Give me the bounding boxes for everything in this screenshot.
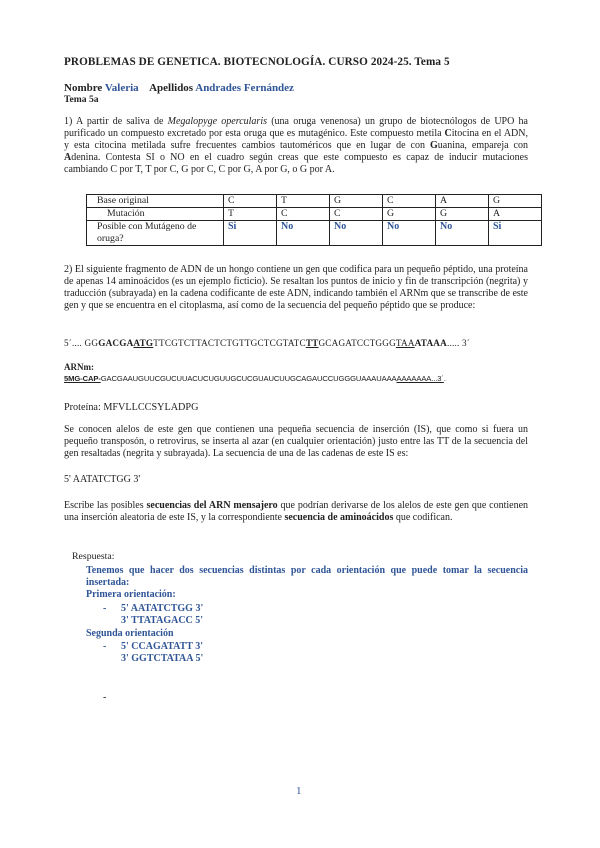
row-label: Mutación — [87, 208, 224, 221]
list-dash: - — [103, 641, 107, 652]
table-row-mutacion — [87, 208, 542, 221]
answer-cell: No — [383, 221, 436, 246]
respuesta-label: Respuesta: — [72, 551, 115, 562]
question-1-text: 1) A partir de saliva de Megalopyge opercularis (una oruga venenosa) un grupo de biotecnólogos de UPO ha purificado un compuesto excretado por esta oruga que es mutagénico. Este compuesto metila Citocina en el ADN, y esta citocina metilada sufre frecuentes cambios tautoméricos que en lugar de con Guanina, empareja con Adenina. Contesta SI o NO en el cuadro según creas que este compuesto es capaz de inducir mutaciones cambiando C por T, T por C, G por C, C por G, A por G, o G por A. — [64, 116, 528, 175]
mutation-table — [86, 194, 542, 246]
arnm-sequence: 5MG-CAP-GACGAAUGUUCGUCUUACUCUGUUGCUCGUAUCUUGCAGAUCCUGGGUAAAUAAAAAAAAAA...3´. — [64, 374, 446, 383]
answer-cell: No — [436, 221, 489, 246]
table-cell: A — [436, 195, 489, 208]
answer-cell: Si — [224, 221, 277, 246]
table-row-respuesta — [87, 221, 542, 246]
answer-intro: Tenemos que hacer dos secuencias distintas por cada orientación que puede tomar la secuencia insertada: — [86, 565, 528, 588]
page-number: 1 — [296, 785, 302, 797]
name-row — [64, 82, 294, 94]
orientation-2-line-1: 5' CCAGATATT 3' — [121, 641, 204, 652]
table-cell: G — [436, 208, 489, 221]
arnm-label: ARNm: — [64, 362, 94, 372]
list-dash: - — [103, 603, 107, 614]
orientation-1-line-1: 5' AATATCTGG 3' — [121, 603, 204, 614]
apellidos-value: Andrades Fernández — [195, 82, 294, 94]
dna-sequence: 5´.... GGGACGAATGTTCGTCTTACTCTGTTGCTCGTATCTTGCAGATCCTGGGTAAATAAA..... 3´ — [64, 338, 471, 348]
answer-cell: No — [330, 221, 383, 246]
is-sequence: 5' AATATCTGG 3' — [64, 474, 141, 485]
nombre-label: Nombre — [64, 82, 103, 94]
orientation-1-label: Primera orientación: — [86, 589, 176, 600]
row-label: Base original — [87, 195, 224, 208]
orientation-2-line-2: 3' GGTCTATAA 5' — [121, 653, 204, 664]
tema-label: Tema 5a — [64, 94, 99, 105]
orientation-2-label: Segunda orientación — [86, 628, 174, 639]
species-name: Megalopyge opercularis — [167, 116, 267, 127]
empty-list-dash: - — [103, 692, 107, 703]
protein-sequence: Proteína: MFVLLCCSYLADPG — [64, 402, 199, 413]
table-row-original — [87, 195, 542, 208]
table-cell: T — [277, 195, 330, 208]
nombre-value: Valeria — [104, 82, 139, 94]
table-cell: G — [383, 208, 436, 221]
table-cell: C — [330, 208, 383, 221]
answer-cell: Si — [489, 221, 542, 246]
orientation-1-line-2: 3' TTATAGACC 5' — [121, 615, 204, 626]
question-2-text: 2) El siguiente fragmento de ADN de un hongo contiene un gen que codifica para un pequeño péptido, una proteína de apenas 14 aminoácidos (es un ejemplo ficticio). Se resaltan los puntos de inicio y fin de transcripción (negrita) y traducción (subrayada) en la cadena codificante de este ADN, indicando también el ARNm que se transcribe de este gen y que se encuentra en el citoplasma, así como de la secuencia del pequeño péptido que se produce: — [64, 264, 528, 311]
document-title: PROBLEMAS DE GENETICA. BIOTECNOLOGÍA. CURSO 2024-25. Tema 5 — [64, 56, 450, 68]
question-3-text: Se conocen alelos de este gen que contienen una pequeña secuencia de inserción (IS), que como si fuera un pequeño transposón, o retrovirus, se inserta al azar (en cualquier orientación) justo entre las TT de la secuencia del gen resaltadas (negrita y subrayada). La secuencia de una de las cadenas de este IS es: — [64, 424, 528, 459]
row-label: Posible con Mutágeno de oruga? — [87, 221, 224, 246]
table-cell: C — [383, 195, 436, 208]
table-cell: G — [489, 195, 542, 208]
table-cell: A — [489, 208, 542, 221]
question-3-instruction: Escribe las posibles secuencias del ARN mensajero que podrían derivarse de los alelos de este gen que contienen una inserción aleatoria de este IS, y la correspondiente secuencia de aminoácidos que codifican. — [64, 500, 529, 523]
table-cell: C — [224, 195, 277, 208]
table-cell: G — [330, 195, 383, 208]
table-cell: T — [224, 208, 277, 221]
table-cell: C — [277, 208, 330, 221]
answer-cell: No — [277, 221, 330, 246]
apellidos-label: Apellidos — [149, 82, 194, 94]
